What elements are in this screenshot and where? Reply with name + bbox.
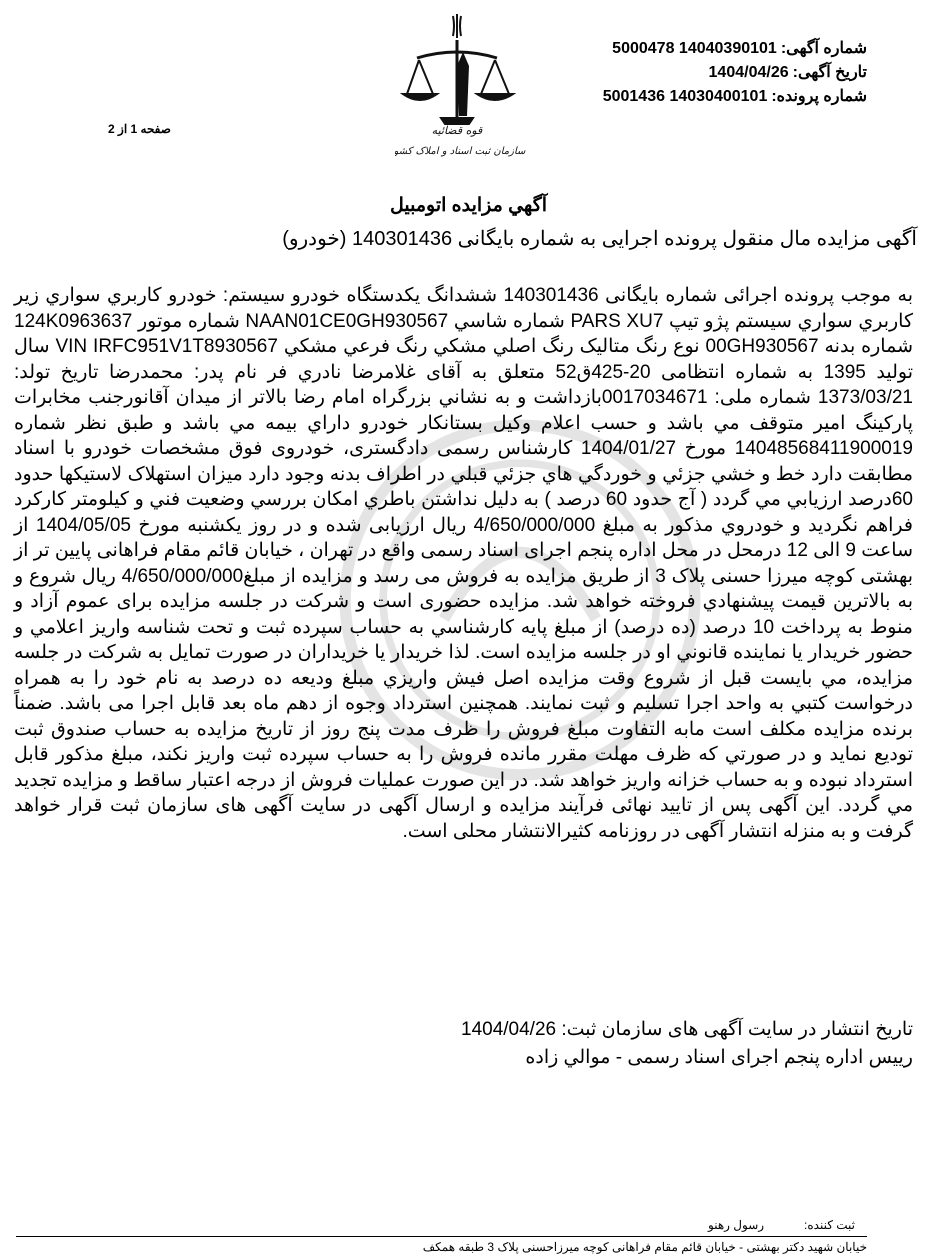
emblem-caption-2: سازمان ثبت اسناد و املاک کشور [395, 146, 526, 157]
registrar-label: ثبت کننده: [804, 1218, 855, 1232]
ad-number: 14040390101 5000478 [612, 40, 777, 57]
file-number-row [603, 86, 867, 108]
signer-line: رييس اداره پنجم اجرای اسناد رسمی - موالي زاده [525, 1047, 913, 1068]
ad-number-label: شماره آگهی: [780, 40, 867, 57]
page-indicator: صفحه 1 از 2 [108, 122, 171, 136]
auction-body-text: به موجب پرونده اجرائی شماره بایگانی 140301436 ششدانگ یکدستگاه خودرو سیستم: خودرو کاربري سواري زير کاربري سواري سيستم پژو تيپ PARS XU7 شماره شاسي NAAN01CE0GH930567 شماره موتور 124K0963637 شماره بدنه 00GH930567 نوع رنگ متاليک رنگ اصلي مشکي رنگ فرعي مشکي VIN IRFC951V1T8930567 سال توليد 1395 به شماره انتظامی 20-425ق52 متعلق به آقای غلامرضا نادري فر نام پدر: محمدرضا تاریخ تولد: 1373/03/21 شماره ملی: 0017034671بازداشت و به نشاني بزرگراه امام رضا بالاتر از ميدان آقانورجنب مخابرات پارکينگ امير متوقف مي باشد و حسب اعلام وکيل بستانکار خودرو داراي بيمه مي باشد و طبق نظر شماره 14048568411900019 مورخ 1404/01/27 کارشناس رسمی دادگستری، خودروی فوق مشخصات خودرو با اسناد مطابقت دارد خط و خشي جزئي و خوردگي هاي جزئي قبلي در اطراف بدنه وجود دارد ميزان استهلاک لاستيکها حدود 60درصد ارزيابي مي گردد ( آج حدود 60 درصد ) به دليل نداشتن باطري امکان بررسي وضعيت فني و کيلومتر کارکرد فراهم نگرديد و خودروي مذکور به مبلغ 4/650/000/000 ریال ارزیابی شده و در روز یکشنبه مورخ 1404/05/05 از ساعت 9 الی 12 درمحل در محل اداره پنجم اجرای اسناد رسمی واقع در تهران ، خیابان قائم مقام فراهانی پایین تر از بهشتی کوچه میرزا حسنی پلاک 3 از طریق مزایده به فروش می رسد و مزایده از مبلغ4/650/000/000 ریال شروع و به بالاترین قیمت پیشنهادي فروخته خواهد شد. مزايده حضوری است و شرکت در جلسه مزايده برای عموم آزاد و منوط به پرداخت 10 درصد (ده درصد) از مبلغ پايه کارشناسي به حساب سپرده ثبت و تحت شناسه واريز اعلامي و حضور خريدار يا نماينده قانوني او در جلسه مزايده است. لذا خريدار يا خريداران در صورت تمايل به شرکت در جلسه مزايده، مي بايست قبل از شروع وقت مزايده اصل فيش واريزي مبلغ وديعه ده درصد به نام خود را به همراه درخواست کتبي به واحد اجرا تسليم و ثبت نمايند. همچنين استرداد وجوه از دهم ماه بعد قابل اجرا می باشد. ضمناً برنده مزايده مکلف است مابه التفاوت مبلغ فروش را ظرف مدت پنج روز از تاريخ مزايده به حساب صندوق ثبت توديع نمايد و در صورتي که ظرف مهلت مقرر مانده فروش را به حساب سپرده ثبت واريز نکند، مبلغ مذکور قابل استرداد نبوده و به حساب خزانه واريز خواهد شد. در اين صورت عمليات فروش از درجه اعتبار ساقط و مزايده تجديد مي گردد. این آگهی پس از تایید نهائی فرآیند مزایده و ارسال آگهی در سایت آگهی های سازمان ثبت قرار خواهد گرفت و به منزله انتشار آگهی در روزنامه کثیرالانتشار محلی است. [14, 285, 914, 842]
ad-date-row [709, 62, 867, 84]
office-address: خیابان شهید دکتر بهشتی - خیابان قائم مقام فراهانی کوچه میرزاحسنی پلاک 3 طبقه همکف [422, 1240, 867, 1254]
ad-date-label: تاریخ آگهی: [792, 64, 867, 81]
footer-divider [16, 1236, 867, 1237]
file-number: 14030400101 5001436 [602, 88, 768, 105]
ad-date: 1404/04/26 [708, 64, 789, 81]
registrar-row [708, 1218, 855, 1232]
file-number-label: شماره پرونده: [771, 88, 867, 105]
page-title: آگهي مزايده اتومبيل [389, 195, 548, 216]
judiciary-emblem [395, 6, 545, 166]
registrar-name: رسول رهنو [708, 1218, 765, 1232]
page-subtitle: آگهی مزایده مال منقول پرونده اجرایی به شماره بایگانی 140301436 (خودرو) [282, 228, 917, 250]
scales-of-justice-icon [395, 6, 545, 166]
publish-date-line: تاریخ انتشار در سایت آگهی های سازمان ثبت: 1404/04/26 [461, 1019, 913, 1040]
ad-number-row [612, 38, 867, 60]
emblem-caption-1: قوه قضائیه [431, 124, 483, 137]
